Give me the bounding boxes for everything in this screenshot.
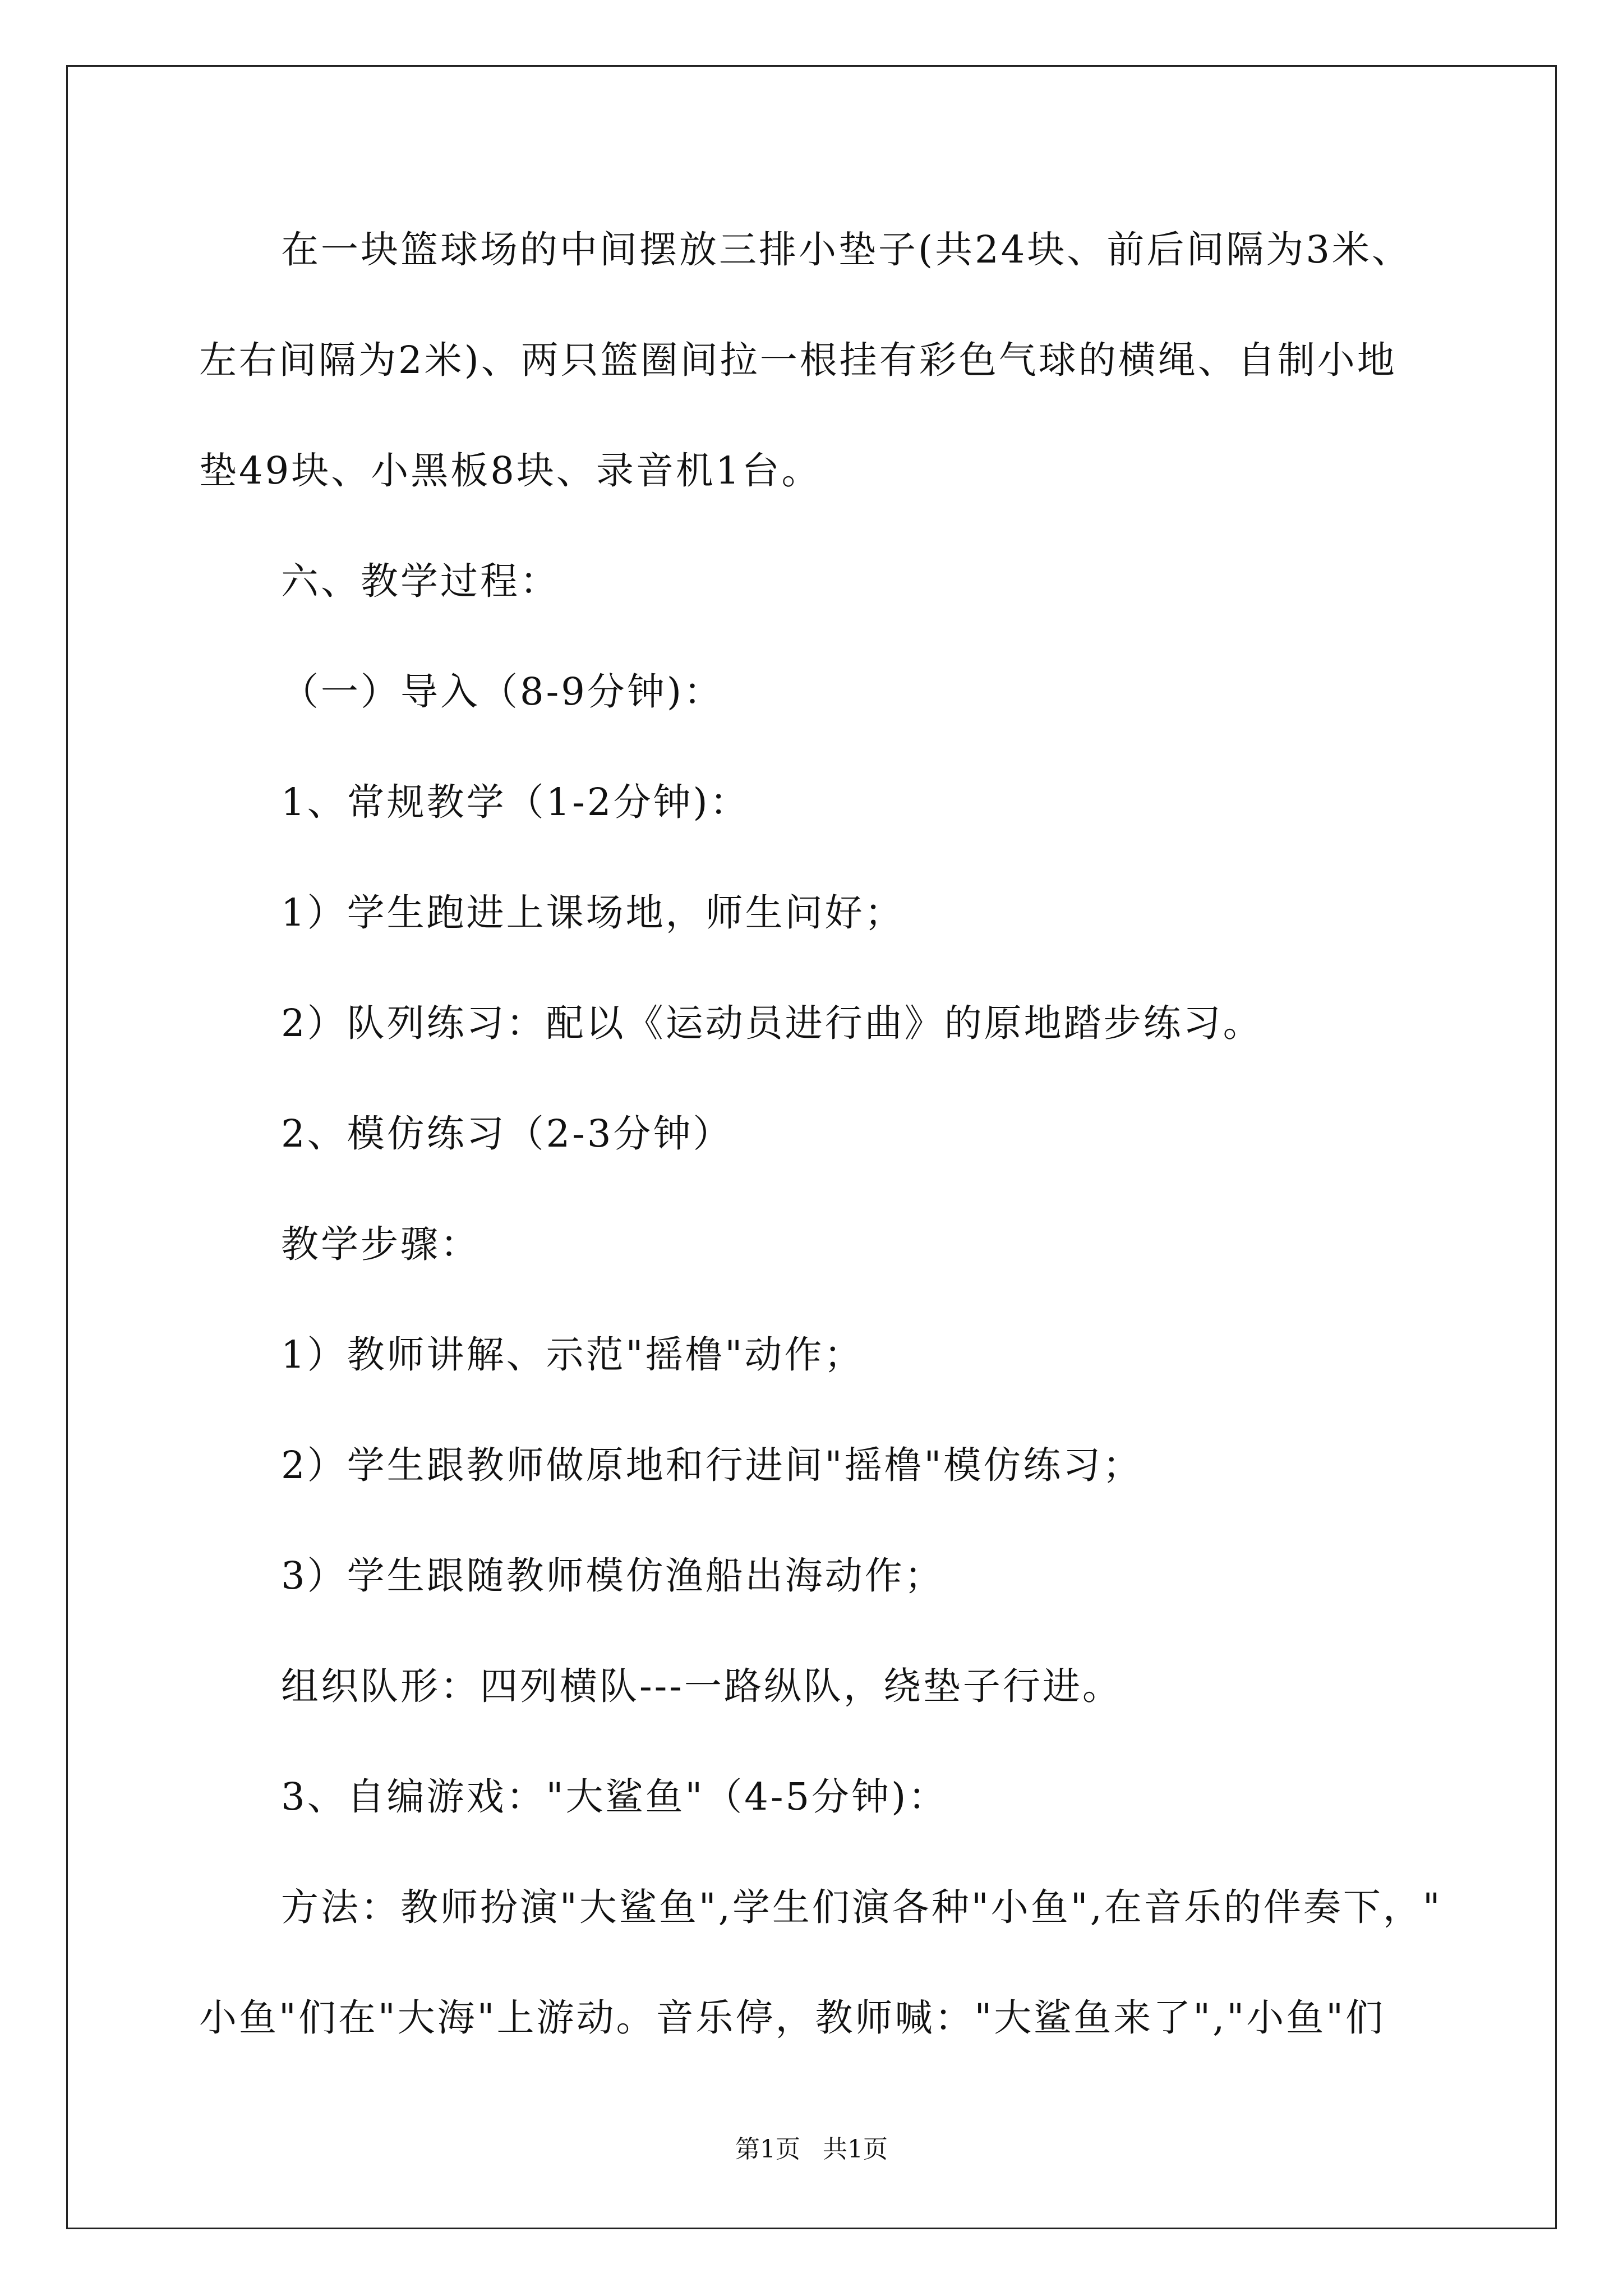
- text-line: 垫49块、小黑板8块、录音机1台。: [199, 449, 822, 493]
- text-line: 小鱼"们在"大海"上游动。音乐停，教师喊："大鲨鱼来了","小鱼"们: [199, 1996, 1386, 2040]
- text-line: 1）学生跑进上课场地，师生问好；: [281, 891, 905, 935]
- text-line: 教学步骤：: [281, 1222, 480, 1266]
- text-line: 2）学生跟教师做原地和行进间"摇橹"模仿练习；: [281, 1443, 1143, 1487]
- text-line: 3、自编游戏："大鲨鱼"（4-5分钟)：: [281, 1775, 948, 1819]
- text-line: （一）导入（8-9分钟)：: [281, 670, 724, 714]
- text-line: 在一块篮球场的中间摆放三排小垫子(共24块、前后间隔为3米、: [281, 228, 1412, 272]
- page-number: 第1页: [735, 2135, 800, 2164]
- text-line: 左右间隔为2米)、两只篮圈间拉一根挂有彩色气球的横绳、自制小地: [199, 338, 1397, 382]
- text-line: 2、模仿练习（2-3分钟）: [281, 1112, 733, 1156]
- text-line: 3）学生跟随教师模仿渔船出海动作；: [281, 1554, 944, 1598]
- page-footer: [0, 2137, 1623, 2162]
- text-line: 1）教师讲解、示范"摇橹"动作；: [281, 1333, 864, 1377]
- page-total: 共1页: [823, 2135, 888, 2164]
- text-line: 组织队形：四列横队---一路纵队，绕垫子行进。: [281, 1664, 1122, 1708]
- text-line: 2）队列练习：配以《运动员进行曲》的原地踏步练习。: [281, 1001, 1263, 1045]
- text-line: 六、教学过程：: [281, 559, 560, 603]
- text-line: 1、常规教学（1-2分钟)：: [281, 780, 750, 824]
- text-line: 方法：教师扮演"大鲨鱼",学生们演各种"小鱼",在音乐的伴奏下，": [281, 1885, 1442, 1929]
